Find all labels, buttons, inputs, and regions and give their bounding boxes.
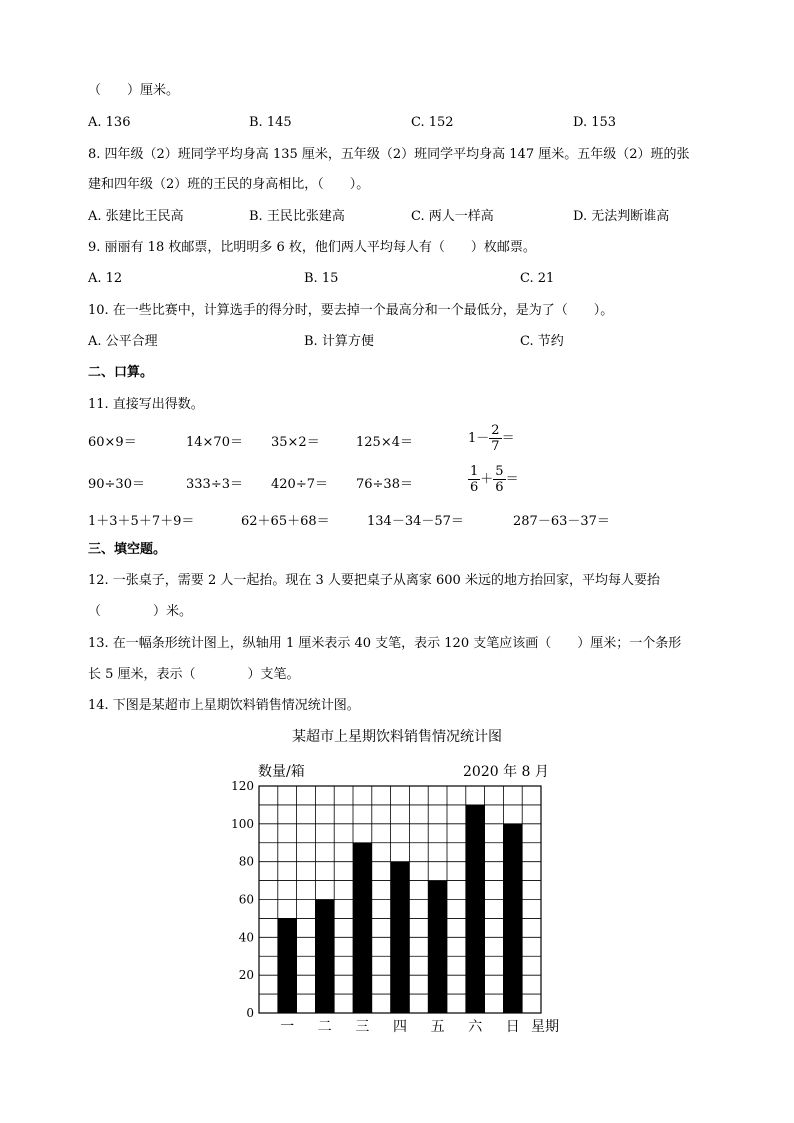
section-3-title: 三、填空题。: [88, 542, 167, 557]
q13-line1: 13. 在一幅条形统计图上，纵轴用 1 厘米表示 40 支笔，表示 120 支笔应该画（ ）厘米；一个条形: [88, 636, 682, 651]
x-tick-label: 六: [468, 1019, 483, 1035]
y-tick-label: 40: [238, 930, 254, 945]
q8-option-d[interactable]: D. 无法判断谁高: [573, 209, 670, 224]
y-tick-label: 0: [246, 1006, 254, 1020]
q10-text: 10. 在一些比赛中，计算选手的得分时，要去掉一个最高分和一个最低分，是为了（ ）。: [88, 303, 614, 318]
bar: [428, 881, 447, 1013]
q9-option-a[interactable]: A. 12: [88, 271, 123, 286]
x-axis-label: 星期: [531, 1019, 559, 1035]
y-tick-label: 100: [231, 816, 254, 831]
q7-option-b[interactable]: B. 145: [249, 115, 292, 130]
q10-option-a[interactable]: A. 公平合理: [88, 334, 158, 349]
q7-tail: （ ）厘米。: [88, 83, 180, 98]
chart-date-note: 2020 年 8 月: [463, 764, 549, 780]
q11-r1-c4: 125×4＝: [356, 435, 413, 450]
bar: [315, 900, 334, 1014]
q11-r1-c1: 60×9＝: [88, 435, 137, 450]
x-tick-label: 二: [317, 1019, 332, 1035]
q14-text: 14. 下图是某超市上星期饮料销售情况统计图。: [88, 698, 360, 713]
q9-text: 9. 丽丽有 18 枚邮票，比明明多 6 枚，他们两人平均每人有（ ）枚邮票。: [88, 240, 536, 255]
q8-option-a[interactable]: A. 张建比王民高: [88, 209, 184, 224]
y-tick-label: 20: [238, 968, 254, 983]
plus-operator: ＋: [480, 472, 494, 487]
q13-line2: 长 5 厘米，表示（ ）支笔。: [88, 667, 300, 682]
fraction-numerator: 1: [470, 464, 479, 479]
q8-option-b[interactable]: B. 王民比张建高: [249, 209, 345, 224]
bar: [278, 918, 297, 1013]
q11-r2-c1: 90÷30＝: [88, 477, 145, 492]
section-2-title: 二、口算。: [88, 365, 154, 380]
q11-r3-c3: 134－34－57＝: [367, 514, 464, 529]
q8-option-c[interactable]: C. 两人一样高: [411, 209, 494, 224]
x-tick-label: 日: [505, 1019, 520, 1035]
q7-option-c[interactable]: C. 152: [411, 115, 454, 130]
q12-line1: 12. 一张桌子，需要 2 人一起抬。现在 3 人要把桌子从离家 600 米远的地方抬回家，平均每人要抬: [88, 573, 660, 588]
q11-r2-c2: 333÷3＝: [186, 477, 243, 492]
q11-r2-c4: 76÷38＝: [356, 477, 413, 492]
bar: [466, 805, 485, 1013]
fraction-numerator: 5: [495, 464, 504, 479]
y-tick-label: 120: [231, 779, 254, 793]
x-axis-ticks: [280, 1019, 520, 1035]
fraction-denominator: 6: [495, 480, 504, 495]
q11-r2-frac-suffix: ＝: [505, 472, 519, 487]
q8-line2: 建和四年级（2）班的王民的身高相比，（ ）。: [88, 177, 370, 192]
chart-title: 某超市上星期饮料销售情况统计图: [292, 729, 502, 745]
bar: [353, 843, 372, 1013]
q7-option-d[interactable]: D. 153: [573, 115, 617, 130]
y-tick-label: 80: [238, 854, 254, 869]
q9-option-b[interactable]: B. 15: [304, 271, 339, 286]
fraction-denominator: 7: [491, 439, 500, 454]
x-tick-label: 四: [393, 1019, 407, 1035]
q9-option-c[interactable]: C. 21: [520, 271, 555, 286]
q11-r3-c4: 287－63－37＝: [513, 514, 610, 529]
q8-line1: 8. 四年级（2）班同学平均身高 135 厘米，五年级（2）班同学平均身高 147 厘米。五年级（2）班的张: [88, 147, 690, 162]
q11-r1-c3: 35×2＝: [271, 435, 320, 450]
y-axis-label: 数量/箱: [258, 764, 305, 780]
y-tick-label: 60: [238, 892, 254, 907]
q10-option-c[interactable]: C. 节约: [520, 334, 564, 349]
x-tick-label: 一: [280, 1019, 295, 1035]
chart-bars: [278, 805, 522, 1013]
x-tick-label: 三: [355, 1019, 370, 1035]
fraction-numerator: 2: [491, 423, 500, 438]
q11-r1-frac-prefix: 1－: [468, 431, 490, 446]
q10-option-b[interactable]: B. 计算方便: [304, 334, 374, 349]
bar: [391, 862, 410, 1013]
q11-text: 11. 直接写出得数。: [88, 397, 204, 412]
q11-r1-c2: 14×70＝: [186, 435, 243, 450]
q11-r2-c3: 420÷7＝: [271, 477, 328, 492]
q7-option-a[interactable]: A. 136: [88, 115, 131, 130]
x-tick-label: 五: [430, 1019, 445, 1035]
bar: [503, 824, 522, 1013]
q11-r1-frac-suffix: ＝: [501, 431, 515, 446]
q11-r3-c2: 62＋65＋68＝: [241, 514, 330, 529]
y-axis-ticks: [231, 779, 254, 1020]
q12-line2: （ ）米。: [88, 604, 193, 619]
fraction-denominator: 6: [470, 480, 479, 495]
q11-r3-c1: 1＋3＋5＋7＋9＝: [88, 514, 195, 529]
